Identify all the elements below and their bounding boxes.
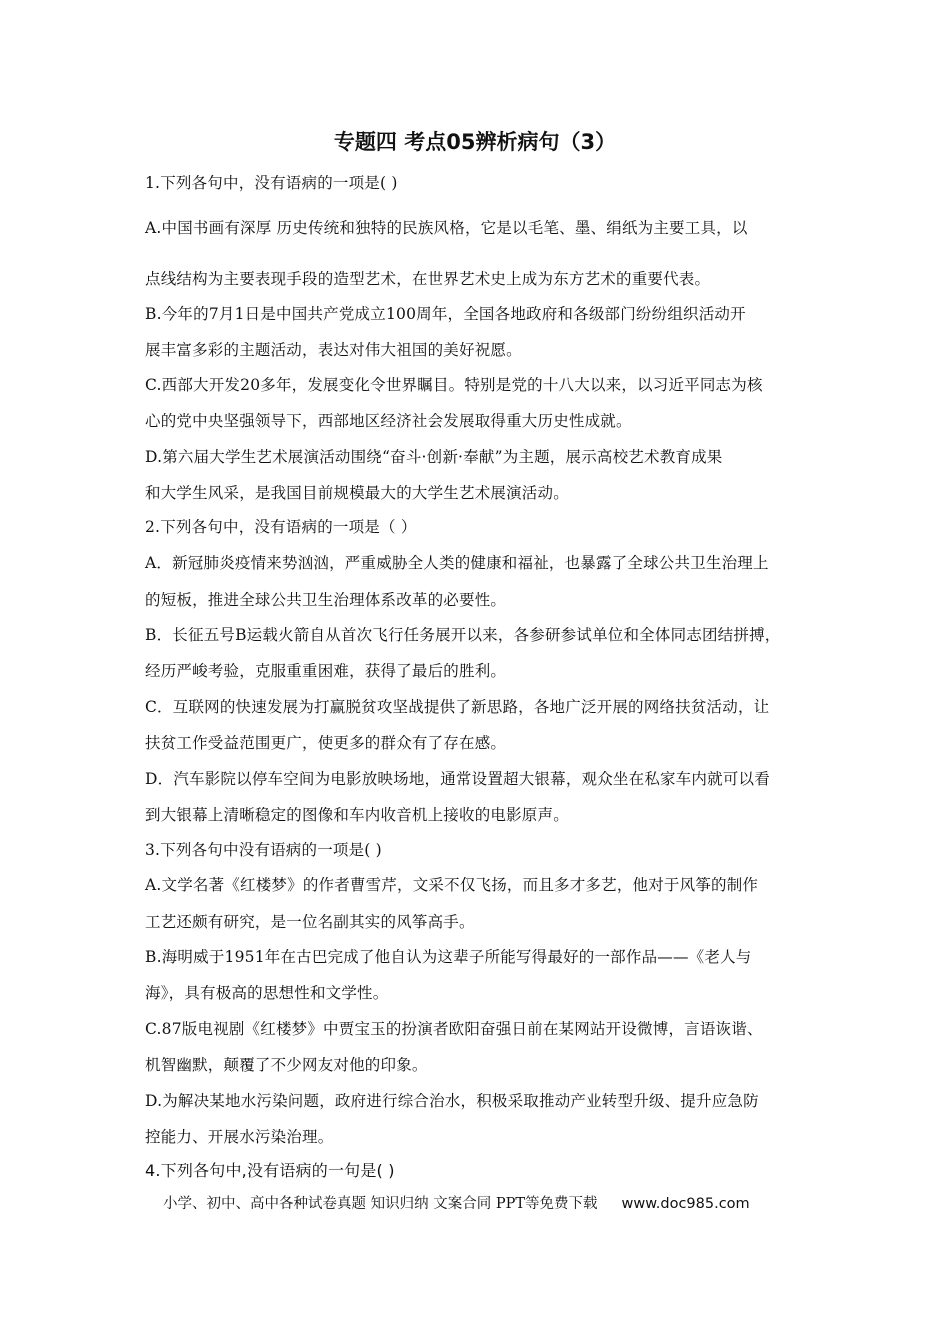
question-1-option-b-cont: 展丰富多彩的主题活动，表达对伟大祖国的美好祝愿。 xyxy=(145,341,522,359)
question-3-option-d: D.为解决某地水污染问题，政府进行综合治水，积极采取推动产业转型升级、提升应急防 xyxy=(145,1092,759,1110)
question-2-option-d: D．汽车影院以停车空间为电影放映场地，通常设置超大银幕，观众坐在私家车内就可以看 xyxy=(145,770,770,788)
question-3-option-a: A.文学名著《红楼梦》的作者曹雪芹，文采不仅飞扬，而且多才多艺，他对于风筝的制作 xyxy=(145,876,759,894)
question-4-stem: 4.下列各句中,没有语病的一句是( ) xyxy=(145,1161,395,1180)
question-1-option-a: A.中国书画有深厚 历史传统和独特的民族风格，它是以毛笔、墨、绢纸为主要工具，以 xyxy=(145,219,748,237)
question-2-option-a: A．新冠肺炎疫情来势汹汹，严重威胁全人类的健康和福祉，也暴露了全球公共卫生治理上 xyxy=(145,554,769,572)
question-1-option-a-cont: 点线结构为主要表现手段的造型艺术，在世界艺术史上成为东方艺术的重要代表。 xyxy=(145,270,711,288)
question-3-option-c: C.87版电视剧《红楼梦》中贾宝玉的扮演者欧阳奋强日前在某网站开设微博，言语诙谐、 xyxy=(145,1020,763,1038)
question-2-stem: 2.下列各句中，没有语病的一项是（ ） xyxy=(145,518,417,536)
page-title: 专题四 考点05辨析病句（3） xyxy=(333,130,617,154)
question-3-option-a-cont: 工艺还颇有研究，是一位名副其实的风筝高手。 xyxy=(145,913,475,931)
question-1-option-d: D.第六届大学生艺术展演活动围绕“奋斗·创新·奉献”为主题，展示高校艺术教育成果 xyxy=(145,448,723,466)
question-3-option-b-cont: 海》，具有极高的思想性和文学性。 xyxy=(145,984,389,1002)
question-3-stem: 3.下列各句中没有语病的一项是( ) xyxy=(145,841,382,859)
footer-url: www.doc985.com xyxy=(621,1196,750,1212)
question-1-option-d-cont: 和大学生风采，是我国目前规模最大的大学生艺术展演活动。 xyxy=(145,484,569,502)
question-1-option-c: C.西部大开发20多年，发展变化令世界瞩目。特别是党的十八大以来，以习近平同志为核 xyxy=(145,376,763,394)
question-1-stem: 1.下列各句中，没有语病的一项是( ) xyxy=(145,174,398,192)
question-3-option-d-cont: 控能力、开展水污染治理。 xyxy=(145,1128,334,1146)
question-3-option-b: B.海明威于1951年在古巴完成了他自认为这辈子所能写得最好的一部作品——《老人与 xyxy=(145,948,752,966)
question-2-option-c: C．互联网的快速发展为打赢脱贫攻坚战提供了新思路，各地广泛开展的网络扶贫活动，让 xyxy=(145,698,770,716)
question-2-option-b: B．长征五号B运载火箭自从首次飞行任务展开以来，各参研参试单位和全体同志团结拼搏， xyxy=(145,626,781,644)
question-2-option-b-cont: 经历严峻考验，克服重重困难，获得了最后的胜利。 xyxy=(145,662,507,680)
question-2-option-a-cont: 的短板，推进全球公共卫生治理体系改革的必要性。 xyxy=(145,591,507,609)
question-2-option-c-cont: 扶贫工作受益范围更广，使更多的群众有了存在感。 xyxy=(145,734,507,752)
footer-text: 小学、初中、高中各种试卷真题 知识归纳 文案合同 PPT等免费下载 xyxy=(163,1196,598,1212)
page-footer xyxy=(163,1192,750,1213)
question-2-option-d-cont: 到大银幕上清晰稳定的图像和车内收音机上接收的电影原声。 xyxy=(145,806,569,824)
question-1-option-c-cont: 心的党中央坚强领导下，西部地区经济社会发展取得重大历史性成就。 xyxy=(145,412,632,430)
question-3-option-c-cont: 机智幽默，颠覆了不少网友对他的印象。 xyxy=(145,1056,428,1074)
question-1-option-b: B.今年的7月1日是中国共产党成立100周年，全国各地政府和各级部门纷纷组织活动开 xyxy=(145,305,746,323)
